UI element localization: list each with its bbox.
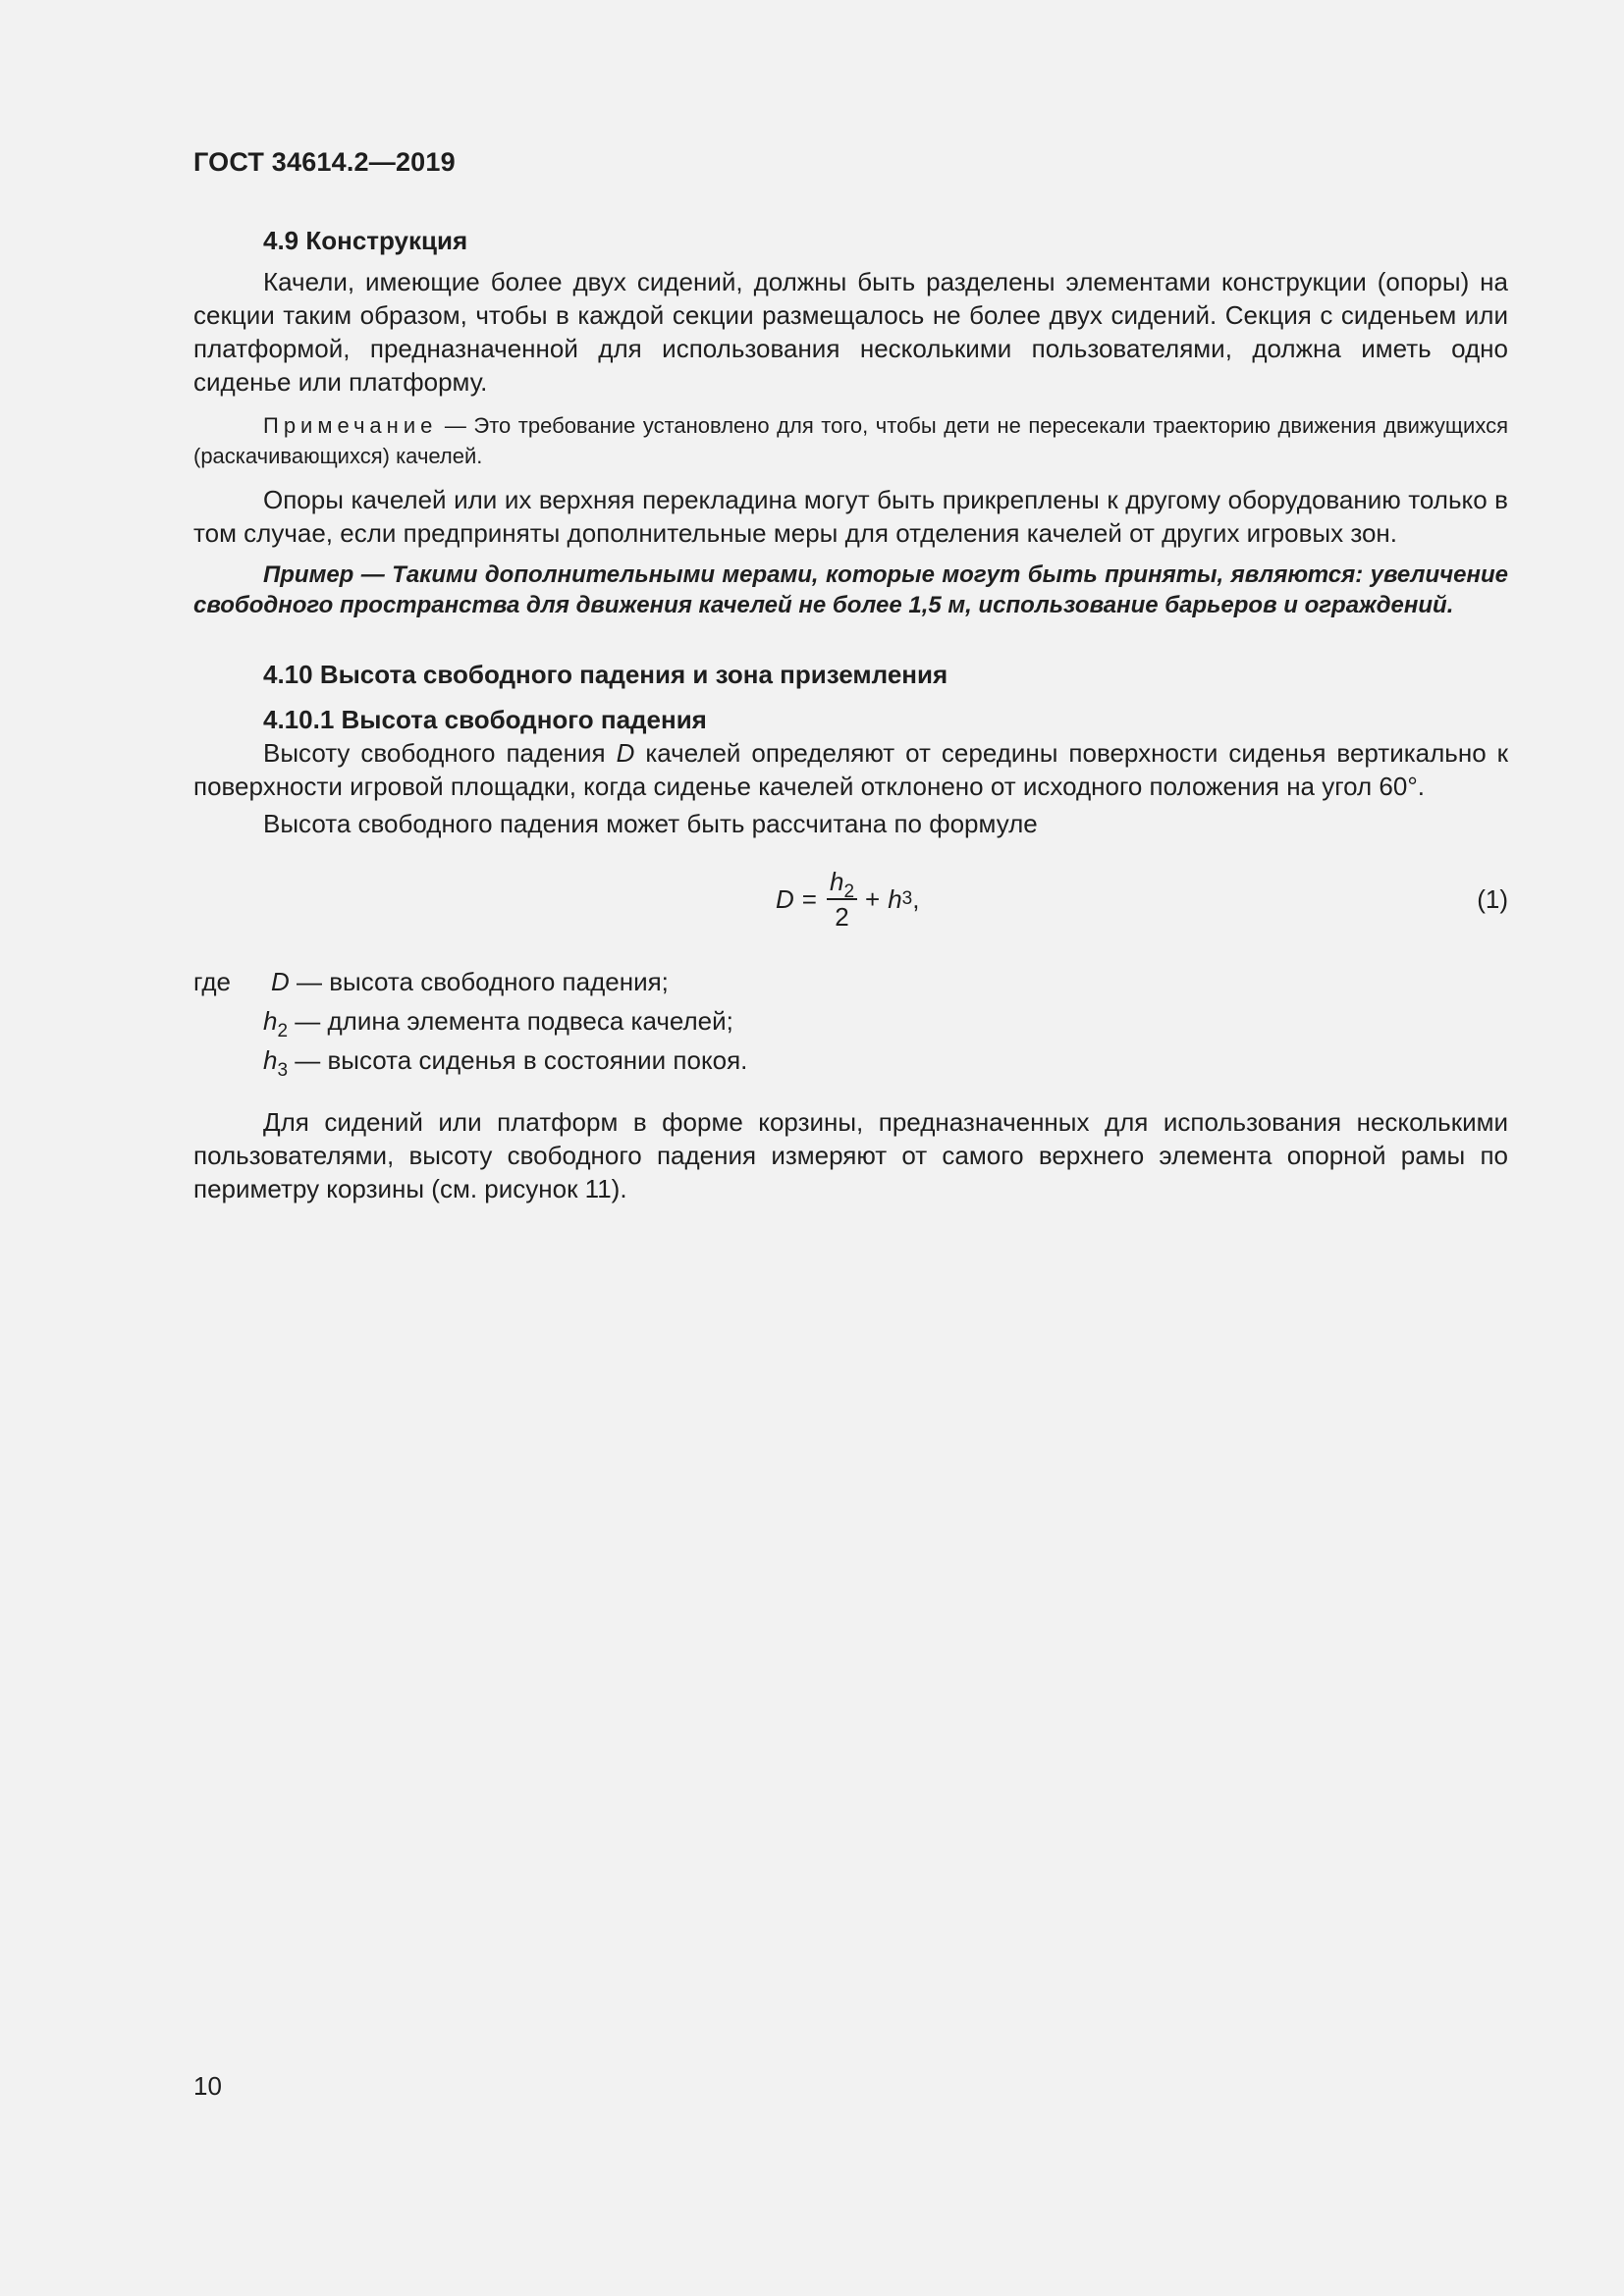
formula-denominator: 2: [835, 902, 849, 932]
paragraph-supports: Опоры качелей или их верхняя перекладина могут быть прикреплены к другому оборудованию только в том случае, если предприняты дополнительные меры для отделения качелей от других игровых зон.: [193, 485, 1508, 548]
document-header: ГОСТ 34614.2—2019: [193, 147, 456, 177]
variable-definitions: [193, 962, 1508, 1080]
paragraph-fall-height: [193, 736, 1508, 803]
formula-equals: =: [801, 884, 817, 914]
note-label: Примечание: [263, 413, 438, 438]
definition-text: — высота сиденья в состоянии покоя.: [288, 1045, 748, 1075]
definition-var: h: [263, 1045, 278, 1075]
definition-item: [193, 1001, 747, 1041]
where-label: где: [193, 967, 231, 996]
definition-item: [193, 962, 747, 1001]
definition-var: h: [263, 1006, 278, 1036]
definition-list: [193, 962, 747, 1080]
note: [193, 410, 1508, 471]
definition-text: — высота свободного падения;: [289, 967, 669, 996]
definition-text: — длина элемента подвеса качелей;: [288, 1006, 733, 1036]
formula-lhs: D: [776, 884, 794, 914]
page-body: [193, 224, 1508, 1205]
example: Пример — Такими дополнительными мерами, которые могут быть приняты, являются: увеличение свободного пространства для движения качелей не более 1,5 м, использование барьеров и ограждений.: [193, 561, 1508, 618]
numerator-sub: 2: [843, 881, 855, 902]
definition-sub: 2: [277, 1021, 289, 1041]
formula-plus: +: [865, 884, 881, 914]
formula-trailing-comma: ,: [912, 884, 920, 914]
fall-height-var: D: [616, 738, 635, 768]
section-title-4-10: 4.10 Высота свободного падения и зона приземления: [263, 660, 948, 689]
paragraph-formula-intro: Высота свободного падения может быть рассчитана по формуле: [263, 809, 1038, 838]
formula: D = $\frac{h_2}{2}$ + h 3 ,: [776, 867, 920, 932]
note-text: — Это требование установлено для того, чтобы дети не пересекали траекторию движения движущихся (раскачивающихся) качелей.: [193, 413, 1508, 468]
definition-sub: 3: [277, 1060, 289, 1081]
formula-row: [193, 864, 1508, 934]
equation-number: (1): [1477, 884, 1508, 914]
page-number: 10: [193, 2071, 222, 2101]
formula-numerator: [827, 867, 857, 900]
subsection-title-4-10-1: 4.10.1 Высота свободного падения: [263, 705, 707, 734]
paragraph-seats: Качели, имеющие более двух сидений, должны быть разделены элементами конструкции (опоры) на секции таким образом, чтобы в каждой секции размещалось не более двух сидений. Секция с сиденьем или платформой, предназначенной для использования несколькими пользователями, должна иметь одно сиденье или платформу.: [193, 267, 1508, 397]
formula-term-var: h: [888, 884, 902, 914]
numerator-var: h: [829, 867, 844, 896]
formula-fraction: [827, 867, 857, 932]
section-title-4-9: 4.9 Конструкция: [263, 226, 468, 255]
definition-item: [193, 1041, 747, 1080]
fall-height-text-a: Высоту свободного падения: [263, 738, 617, 768]
fall-height-text-b: качелей определяют от середины поверхности сиденья вертикально к поверхности игровой площадки, когда сиденье качелей отклонено от исходного положения на угол 60°.: [193, 738, 1509, 801]
definition-var: D: [271, 967, 290, 996]
paragraph-basket: Для сидений или платформ в форме корзины, предназначенных для использования несколькими пользователями, высоту свободного падения измеряют от самого верхнего элемента опорной рамы по периметру корзины (см. рисунок 11).: [193, 1107, 1508, 1203]
